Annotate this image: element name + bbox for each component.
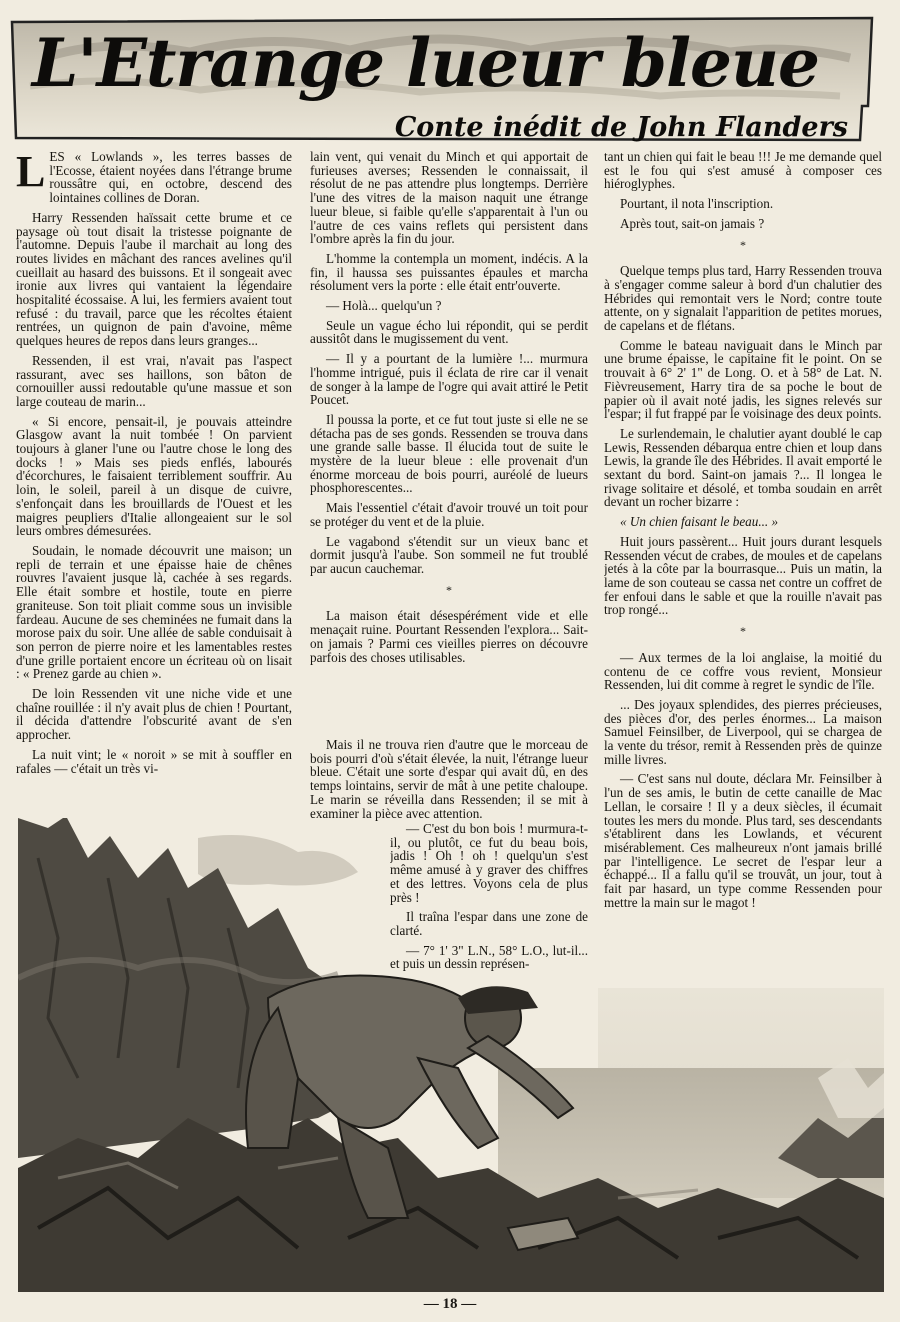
paragraph: Quelque temps plus tard, Harry Ressenden trouva à s'engager comme saleur à bord d'un chalutier des Hébrides qui remontait vers le Nord; contre toute attente, on y signalait l'apparition de petites morues, de capelans et de flétans. xyxy=(604,263,882,334)
paragraph: Après tout, sait-on jamais ? xyxy=(620,215,765,231)
illustration-drawing xyxy=(18,818,884,1292)
section-separator: * xyxy=(446,582,452,597)
quote: « Un chien faisant le beau... » xyxy=(620,514,779,530)
paragraph: Mais il ne trouva rien d'autre que le morceau de bois pourri d'où s'était élevée, la nuit, l'étrange lueur bleue. C'était une sorte d'espar qui avait dû, en des temps lointains, servir de mât à une petite chaloupe. Le marin se réveilla dans Ressenden; il se mit à examiner la pièce avec attention. xyxy=(310,738,588,821)
paragraph: ... Des joyaux splendides, des pierres précieuses, des pièces d'or, des perles énormes... La maison Samuel Feinsilber, de Liverpool, qui se chargea de la vente du trésor, remit à Ressenden près de quinze mille livres. xyxy=(604,696,882,767)
text-column-2 xyxy=(310,150,588,672)
section-separator: * xyxy=(740,624,746,639)
paragraph: — 7° 1' 3" L.N., 58° L.O., lut-il... et puis un dessin représen- xyxy=(390,942,588,972)
paragraph: Le vagabond s'étendit sur un vieux banc et dormit jusqu'à l'aube. Son sommeil ne fut troublé par aucun cauchemar. xyxy=(310,533,588,576)
story-subtitle: Conte inédit de John Flanders xyxy=(394,112,848,143)
paragraph: Comme le bateau naviguait dans le Minch par une brume épaisse, le capitaine fit le point. On se trouvait à 6° 2' 1" de Long. O. et à 58° de Lat. N. Fièvreusement, Harry tira de sa poche le bout de papier où il avait noté jadis, les signes relevés sur l'espar; il fut frappé par le voisinage des deux points. xyxy=(604,337,882,422)
paragraph: De loin Ressenden vit une niche vide et une chaîne rouillée : il n'y avait plus de chien ! Pourtant, il décida d'attendre l'obscurité avant de s'en approcher. xyxy=(16,686,292,743)
paragraph: — Il y a pourtant de la lumière !... murmura l'homme intrigué, puis il éclata de rire car il venait de songer à la lampe de l'ogre qui avait attiré le Petit Poucet. xyxy=(310,351,588,408)
paragraph: lain vent, qui venait du Minch et qui apportait de furieuses averses; Ressenden le connaissait, il résolut de ne pas attendre plus longtemps. Derrière l'une des vitres de la maison naquit une étrange lueur bleue, si faible qu'elle s'apparentait à l'un ou l'autre de ces vains reflets qui persistent dans l'ombre après la fin du jour. xyxy=(310,150,588,247)
paragraph: Il traîna l'espar dans une zone de clarté. xyxy=(390,909,588,938)
paragraph: L'homme la contempla un moment, indécis. A la fin, il haussa ses puissantes épaules et marcha résolument vers la porte : elle était entr'ouverte. xyxy=(310,250,588,294)
paragraph: LES « Lowlands », les terres basses de l'Ecosse, étaient noyées dans l'étrange brume roussâtre qui, en octobre, descend des lointaines collines de Doran. xyxy=(16,150,292,206)
page-number: — 18 — xyxy=(423,1296,477,1312)
paragraph: Seule un vague écho lui répondit, qui se perdit aussitôt dans le mugissement du vent. xyxy=(310,317,588,347)
story-illustration xyxy=(18,818,884,1292)
paragraph: Soudain, le nomade découvrit une maison; un repli de terrain et une épaisse haie de chênes rouvres l'avaient jusque là, cachée à ses regards. Elle était sombre et hostile, toute en pierre graniteuse. Son toit pliait comme sous un invisible fardeau. Aucune de ses cheminées ne fumait dans la morose paix du soir. Une allée de sable conduisait à son perron de pierre noire et les lamentables restes d'une grille portaient encore un écriteau où on lisait : « Prenez garde au chien ». xyxy=(16,542,292,682)
paragraph: tant un chien qui fait le beau !!! Je me demande quel est le fou qui s'est amusé à composer ces hiéroglyphes. xyxy=(604,150,882,192)
paragraph: — Holà... quelqu'un ? xyxy=(326,298,442,314)
paragraph: « Si encore, pensait-il, je pouvais atteindre Glasgow avant la nuit tombée ! On parvient toujours à glaner l'une ou l'autre chose le long des docks ! » Mais ses pieds enflés, labourés d'écorchures, le faisaient terriblement souffrir. Au loin, le soleil, pareil à un disque de cuivre, s'enfonçait dans les brouillards de l'Ouest et les maigres peupliers d'Italie allongeaient sur le sol leurs ombres démesurées. xyxy=(16,413,292,539)
paragraph: Harry Ressenden haïssait cette brume et ce paysage où tout disait la tristesse poignante de l'automne. Depuis l'aube il marchait au long des routes livides en mâchant des rances avelines qu'il cueillait au hasard des buissons. Et il songeait avec ironie aux livres qui vantaient la légendaire hospitalité écossaise. A lui, les fermiers avaient tout refusé : du travail, parce que les récoltes étaient rentrées, un quignon de pain d'avoine, même quelques heures de repos dans leurs granges... xyxy=(16,209,292,349)
paragraph: Pourtant, il nota l'inscription. xyxy=(620,196,774,212)
paragraph: Ressenden, il est vrai, n'avait pas l'aspect rassurant, avec ses haillons, son bâton de cornouiller aussi redoutable qu'une massue et son large couteau de marin... xyxy=(16,352,292,409)
paragraph: Le surlendemain, le chalutier ayant doublé le cap Lewis, Ressenden débarqua entre chien et loup dans Lewis, la grande île des Hébrides. Il avait emporté le sextant du bord. Saint-on jamais ?... Il longea le rivage solitaire et désolé, et tomba soudain en arrêt devant un rocher bizarre : xyxy=(604,425,882,510)
paragraph: Mais l'essentiel c'était d'avoir trouvé un toit pour se protéger du vent et de la pluie. xyxy=(310,500,588,529)
text-column-1 xyxy=(16,150,292,820)
section-separator: * xyxy=(740,237,746,252)
paragraph: — Aux termes de la loi anglaise, la moitié du contenu de ce coffre vous revient, Monsieur Ressenden, lui dit comme à regret le syndic de l'île. xyxy=(604,649,882,693)
paragraph: Il poussa la porte, et ce fut tout juste si elle ne se détacha pas de ses gonds. Ressenden se trouva dans une grande salle basse. Il élucida tout de suite le mystère de la lueur bleue : elle provenait d'un énorme morceau de bois pourri, auréolé de lueurs phosphorescentes... xyxy=(310,411,588,496)
paragraph: La maison était désespérément vide et elle menaçait ruine. Pourtant Ressenden l'explora... Sait-on jamais ? Parmi ces vieilles pierres on découvre parfois des choses utilisables. xyxy=(310,608,588,665)
paragraph: La nuit vint; le « noroit » se mit à souffler en rafales — c'était un très vi- xyxy=(16,746,292,776)
paragraph: — C'est du bon bois ! murmura-t-il, ou plutôt, ce fut du beau bois, jadis ! Oh ! oh ! quelqu'un s'est même amusé à y graver des chiffres et des lettres. Voyons cela de plus près ! xyxy=(390,822,588,905)
story-title: L'Etrange lueur bleue xyxy=(32,24,820,102)
paragraph: — C'est sans nul doute, déclara Mr. Feinsilber à l'un de ses amis, le butin de cette canaille de Mac Lellan, le corsaire ! Il y a deux siècles, il écumait toutes les mers du monde. Plus tard, ses descendants s'établirent dans les Lowlands, et vécurent misérablement. Ces malheureux n'ont jamais brillé par l'intelligence. Le secret de l'espar leur a échappé... Il a fallu qu'il se trouvât, un jour, tout à fait par hasard, un type comme Ressenden pour mettre la main sur le magot ! xyxy=(604,771,882,910)
text-column-2-lower xyxy=(310,738,588,822)
drop-cap: L xyxy=(16,150,46,196)
paragraph: Huit jours passèrent... Huit jours durant lesquels Ressenden vécut de crabes, de moules et de capelans jetés à la côte par la bourrasque... Puis un matin, la lame de son couteau se cassa net contre un coffret de fer enfoui dans le sable et que la rouille n'avait pas trop rongé... xyxy=(604,533,882,618)
title-banner xyxy=(10,16,876,142)
